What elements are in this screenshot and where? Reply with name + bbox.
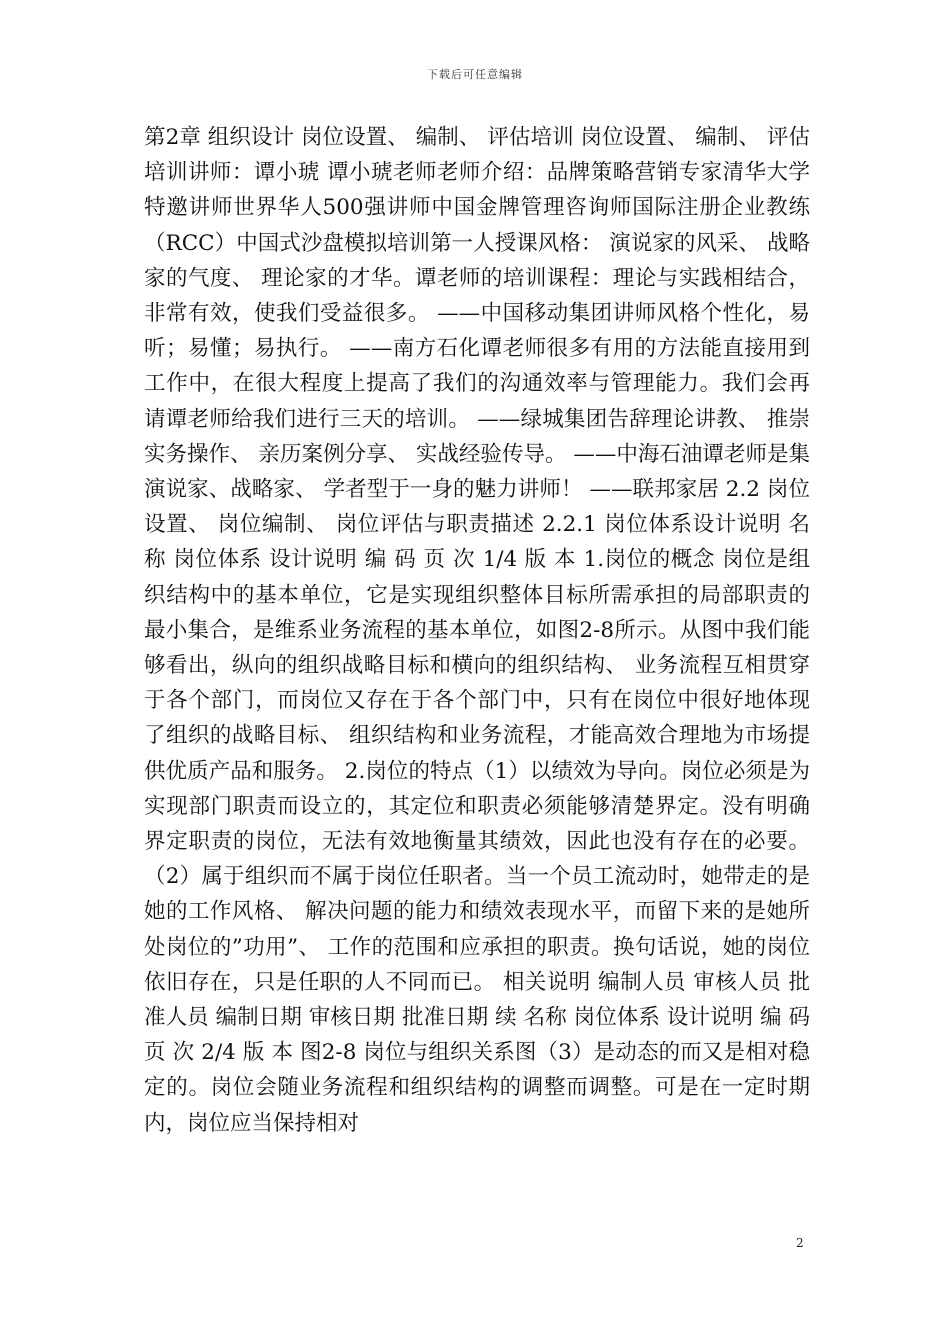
body-text: 第2章 组织设计 岗位设置、 编制、 评估培训 岗位设置、 编制、 评估培训讲师：谭小琥 谭小琥老师老师介绍：品牌策略营销专家清华大学特邀讲师世界华人500强讲师中国金牌管理咨询师国际注册企业教练（RCC）中国式沙盘模拟培训第一人授课风格： 演说家的风采、 战略家的气度、 理论家的才华。谭老师的培训课程：理论与实践相结合，非常有效，使我们受益很多。 ——中国移动集团讲师风格个性化，易听；易懂；易执行。 ——南方石化谭老师很多有用的方法能直接用到工作中，在很大程度上提高了我们的沟通效率与管理能力。我们会再请谭老师给我们进行三天的培训。 ——绿城集团告辞理论讲教、 推崇实务操作、 亲历案例分享、 实战经验传导。 ——中海石油谭老师是集演说家、战略家、 学者型于一身的魅力讲师！ ——联邦家居 2.2 岗位设置、 岗位编制、 岗位评估与职责描述 2.2.1 岗位体系设计说明 名称 岗位体系 设计说明 编 码 页 次 1/4 版 本 1.岗位的概念 岗位是组织结构中的基本单位，它是实现组织整体目标所需承担的局部职责的最小集合，是维系业务流程的基本单位，如图2-8所示。从图中我们能够看出，纵向的组织战略目标和横向的组织结构、 业务流程互相贯穿于各个部门，而岗位又存在于各个部门中，只有在岗位中很好地体现了组织的战略目标、 组织结构和业务流程，才能高效合理地为市场提供优质产品和服务。 2.岗位的特点（1）以绩效为导向。岗位必须是为实现部门职责而设立的，其定位和职责必须能够清楚界定。没有明确界定职责的岗位，无法有效地衡量其绩效，因此也没有存在的必要。（2）属于组织而不属于岗位任职者。当一个员工流动时，她带走的是她的工作风格、 解决问题的能力和绩效表现水平，而留下来的是她所处岗位的”功用”、 工作的范围和应承担的职责。换句话说，她的岗位依旧存在，只是任职的人不同而已。 相关说明 编制人员 审核人员 批准人员 编制日期 审核日期 批准日期 续 名称 岗位体系 设计说明 编 码 页 次 2/4 版 本 图2-8 岗位与组织关系图（3）是动态的而又是相对稳定的。岗位会随业务流程和组织结构的调整而调整。可是在一定时期内，岗位应当保持相对 [144, 125, 810, 1136]
page-header: 下载后可任意编辑 [427, 68, 523, 81]
page-number: 2 [796, 1236, 804, 1250]
